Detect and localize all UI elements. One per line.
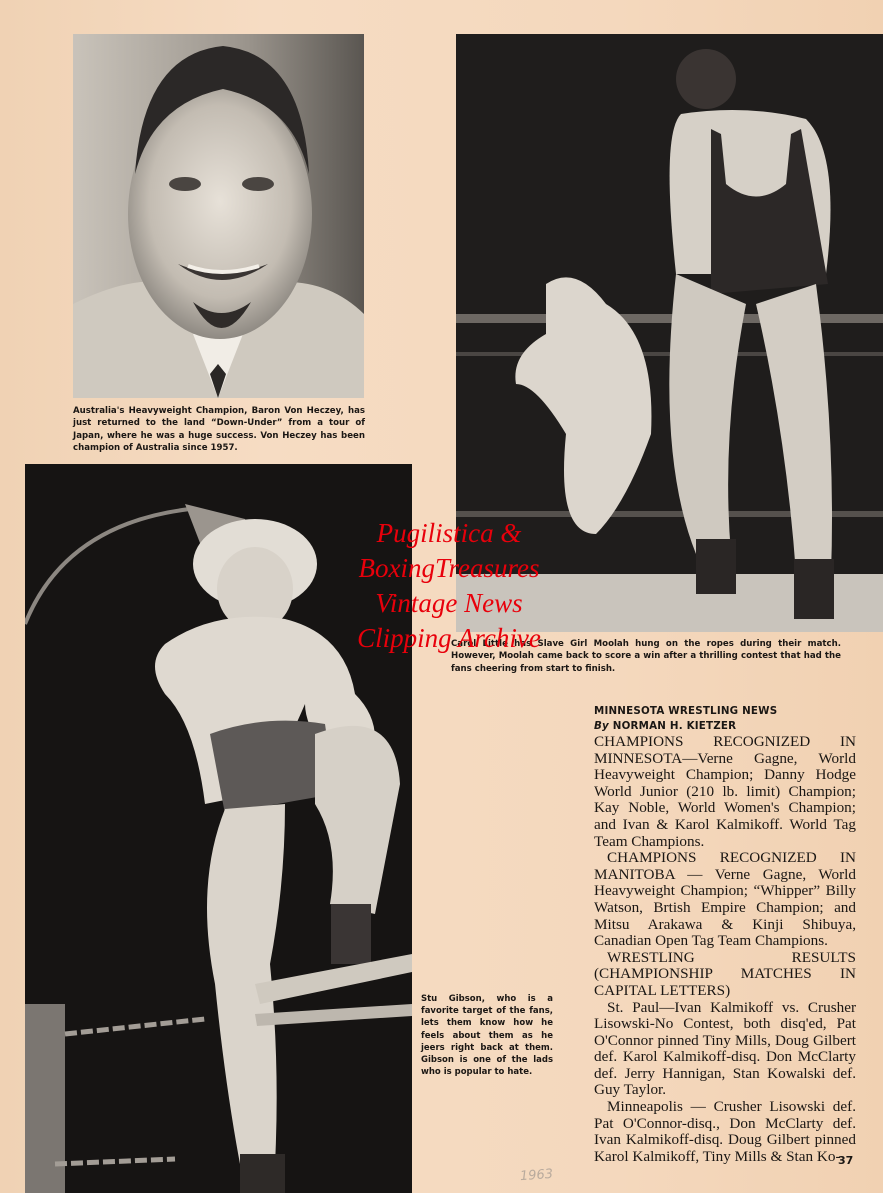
portrait-image	[73, 34, 364, 398]
article-minnesota-wrestling-news	[594, 704, 856, 1165]
page-number: 37	[838, 1154, 854, 1167]
article-paragraph: WRESTLING RESULTS (CHAMPIONSHIP MATCHES IN CAPITAL LETTERS)	[594, 948, 856, 999]
article-title: MINNESOTA WRESTLING NEWS	[594, 705, 778, 717]
article-byline	[594, 719, 856, 734]
article-body	[594, 734, 856, 1165]
gibson-image	[25, 464, 412, 1193]
watermark-line: Pugilistica &	[376, 518, 522, 548]
byline-author: NORMAN H. KIETZER	[612, 720, 737, 732]
photo-carol-little-vs-moolah	[456, 34, 883, 632]
photo-baron-von-heczey	[73, 34, 364, 398]
article-paragraph: St. Paul—Ivan Kalmikoff vs. Crusher Lisowski-No Contest, both disq'ed, Pat O'Connor pinned Tiny Mills, Doug Gilbert def. Karol Kalmikoff-disq. Don McClarty def. Jerry Hannigan, Stan Kowalski def. Guy Taylor.	[594, 998, 856, 1099]
watermark-line: Clipping Archive	[357, 623, 541, 653]
match-image	[456, 34, 883, 632]
photo-stu-gibson	[25, 464, 412, 1193]
article-paragraph: CHAMPIONS RECOGNIZED IN MANITOBA — Verne Gagne, World Heavyweight Champion; “Whipper” Billy Watson, Brtish Empire Champion; and Mitsu Arakawa & Kinji Shibuya, Canadian Open Tag Team Champions.	[594, 849, 856, 950]
caption-carol-little-moolah: Carol Little has Slave Girl Moolah hung on the ropes during their match. However, Moolah came back to score a win after a thrilling contest that had the fans cheering from start to finish.	[451, 639, 841, 674]
caption-baron-von-heczey: Australia's Heavyweight Champion, Baron Von Heczey, has just returned to the land “Down-Under” from a tour of Japan, where he was a huge success. Von Heczey has been champion of Australia since 1957.	[73, 406, 365, 453]
article-paragraph: Minneapolis — Crusher Lisowski def. Pat O'Connor-disq., Don McClarty def. Ivan Kalmikoff-disq. Doug Gilbert pinned Karol Kalmikoff, Tiny Mills & Stan Ko-	[594, 1098, 856, 1165]
caption-stu-gibson: Stu Gibson, who is a favorite target of the fans, lets them know how he feels about them as he jeers right back at them. Gibson is one of the lads who is popular to hate.	[421, 994, 553, 1078]
article-paragraph: CHAMPIONS RECOGNIZED IN MINNESOTA—Verne Gagne, World Heavyweight Champion; Danny Hodge World Junior (210 lb. limit) Champion; Kay Noble, World Women's Champion; and Ivan & Karol Kalmikoff. World Tag Team Champions.	[594, 733, 856, 850]
handwritten-year-note: 1963	[519, 1166, 554, 1185]
watermark-line: BoxingTreasures	[358, 553, 540, 583]
byline-prefix: By	[594, 720, 609, 732]
watermark-line: Vintage News	[375, 588, 523, 618]
